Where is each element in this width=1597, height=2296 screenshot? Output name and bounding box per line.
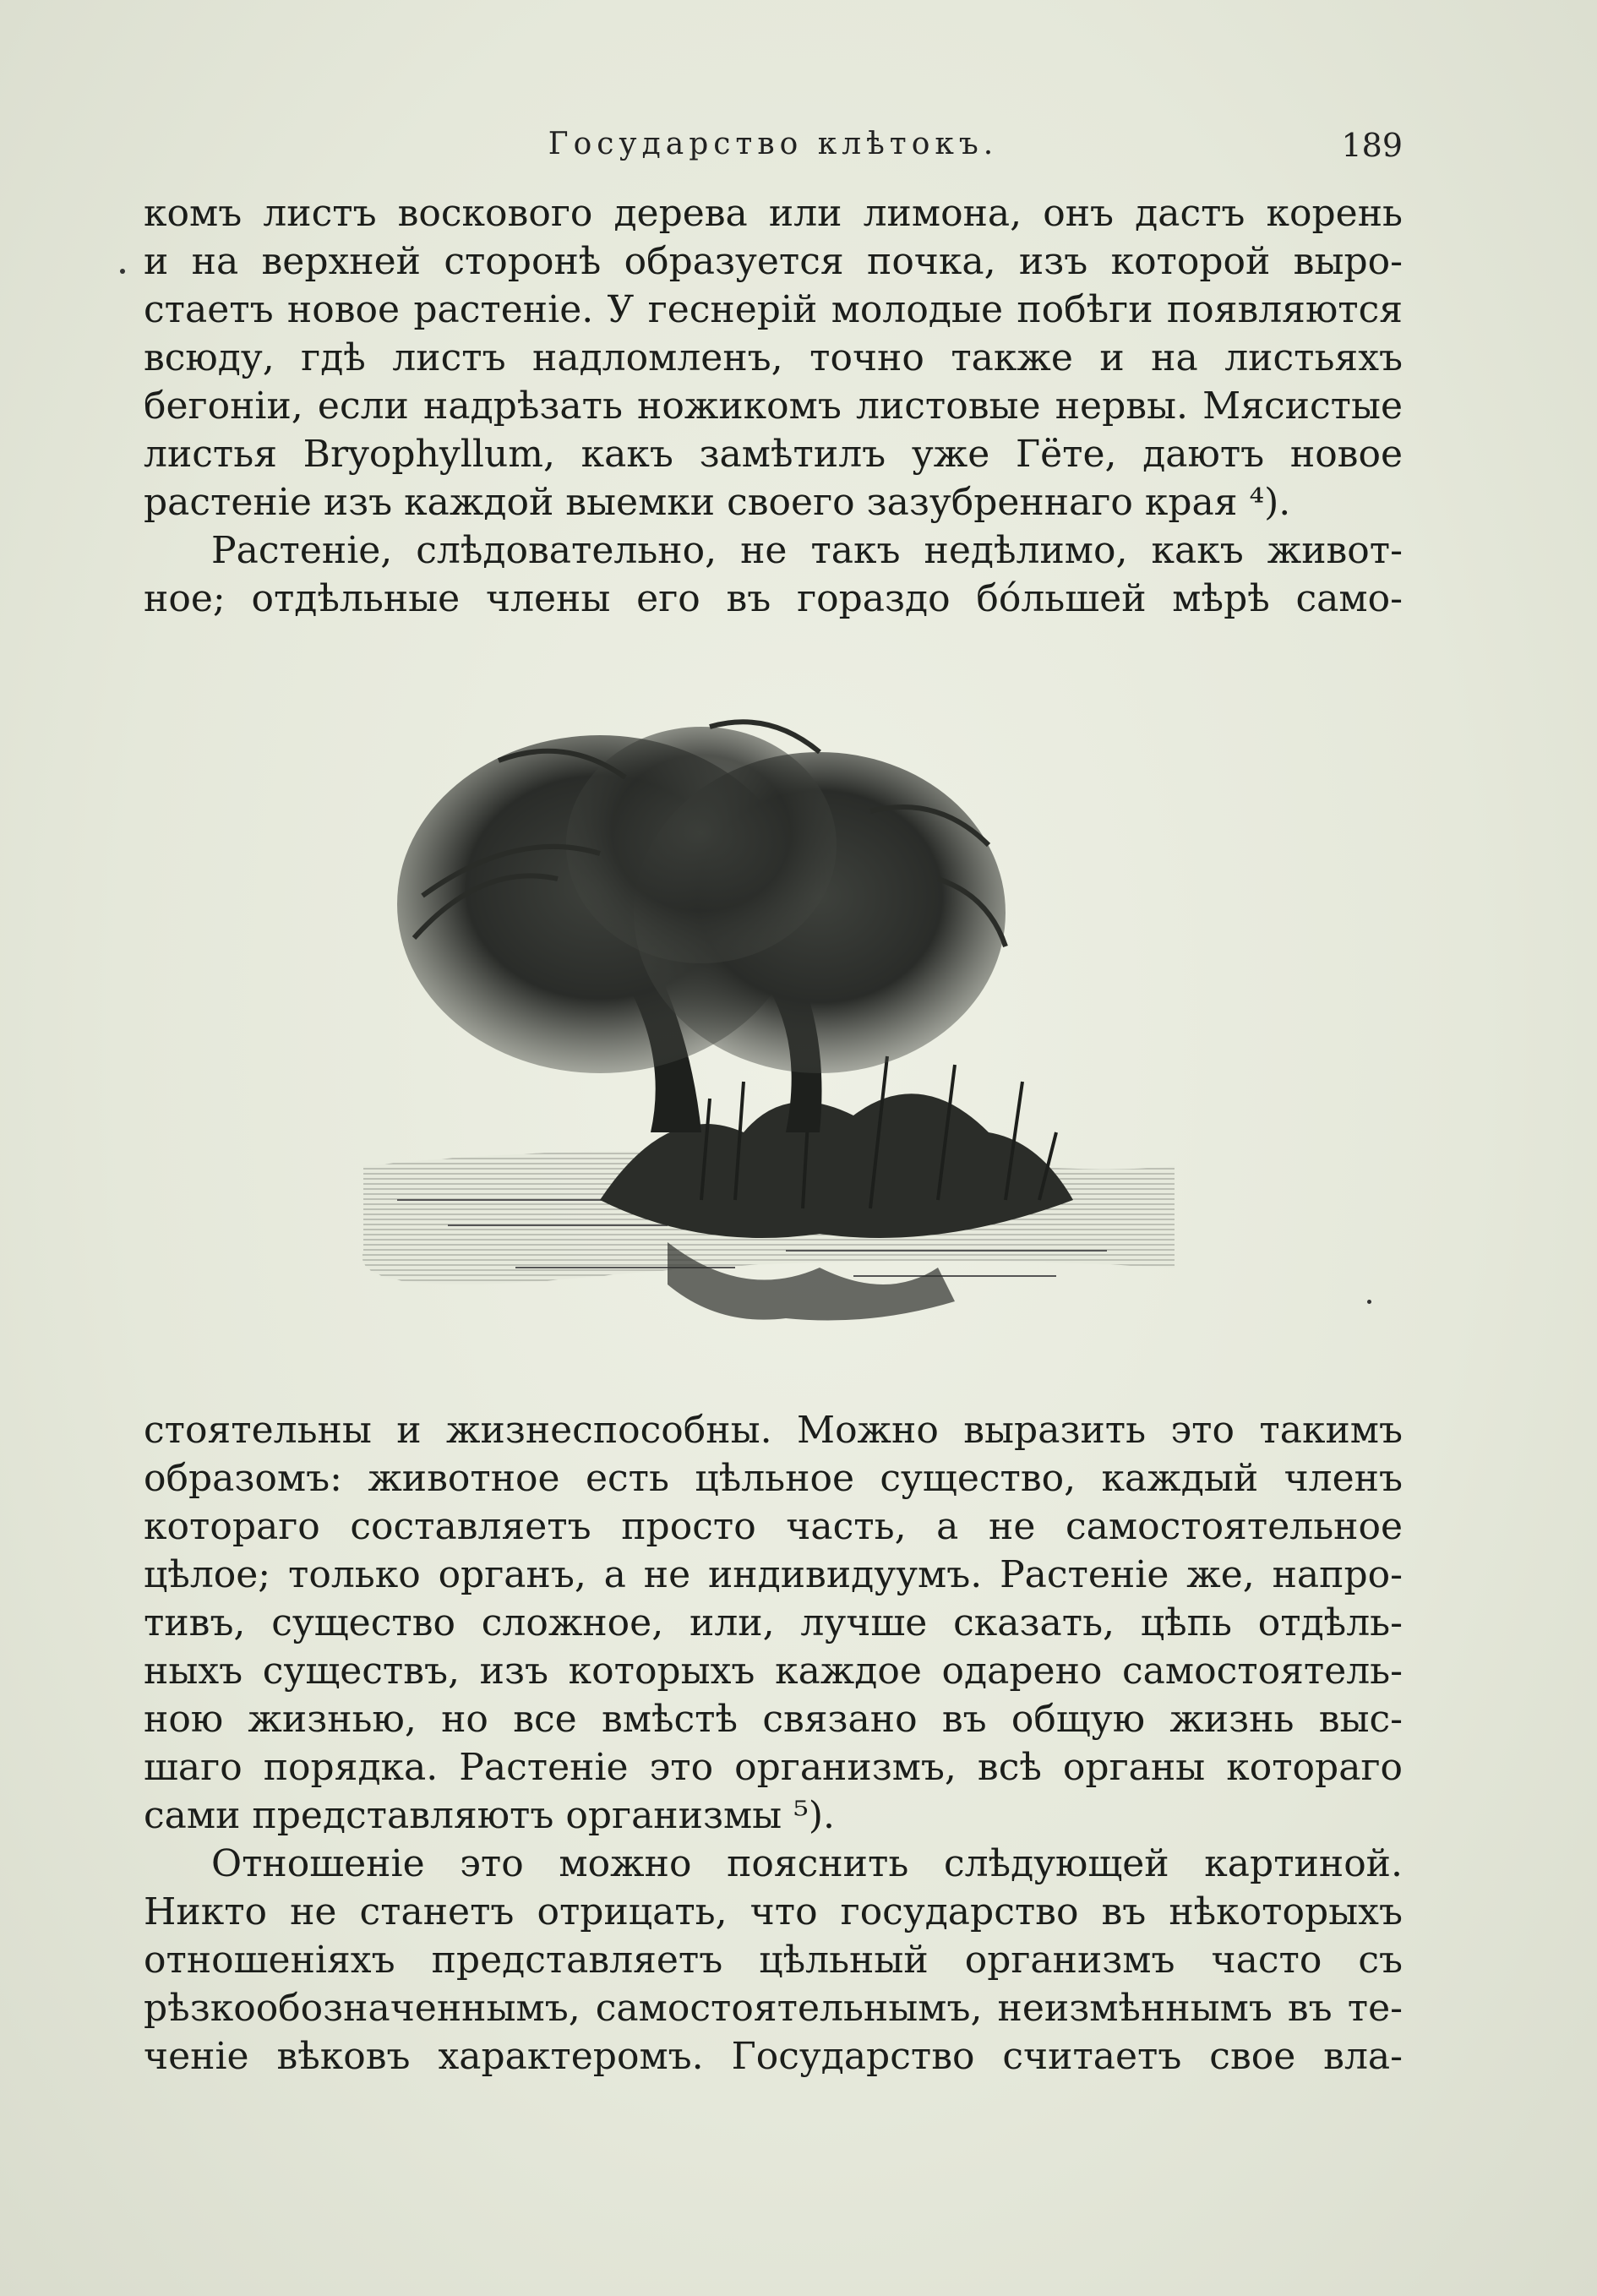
text-line: образомъ: животное есть цѣльное существо, каждый членъ bbox=[144, 1457, 1403, 1500]
text-line: бегоніи, если надрѣзать ножикомъ листовые нервы. Мясистые bbox=[144, 384, 1403, 428]
text-line: ченіе вѣковъ характеромъ. Государство считаетъ свое вла- bbox=[144, 2035, 1403, 2078]
text-line: комъ листъ воскового дерева или лимона, онъ дастъ корень bbox=[144, 192, 1403, 235]
text-line: ныхъ существъ, изъ которыхъ каждое одарено самостоятель- bbox=[144, 1650, 1403, 1693]
text-line: и на верхней сторонѣ образуется почка, изъ которой выро- bbox=[144, 240, 1403, 283]
text-line: растеніе изъ каждой выемки своего зазубреннаго края ⁴). bbox=[144, 481, 1291, 524]
willow-tree-illustration bbox=[346, 659, 1191, 1361]
text-line: Отношеніе это можно пояснить слѣдующей картиной. bbox=[211, 1842, 1403, 1885]
page-number: 189 bbox=[1341, 127, 1403, 164]
print-speck bbox=[120, 269, 125, 274]
text-line: тивъ, существо сложное, или, лучше сказать, цѣпь отдѣль- bbox=[144, 1601, 1403, 1644]
print-speck bbox=[1367, 1300, 1371, 1304]
tree-foliage bbox=[397, 722, 1006, 1073]
page-header bbox=[144, 127, 1403, 177]
text-block-bottom bbox=[144, 1406, 1403, 2081]
text-line: Никто не станетъ отрицать, что государство въ нѣкоторыхъ bbox=[144, 1890, 1403, 1933]
text-line: Растеніе, слѣдовательно, не такъ недѣлимо, какъ живот- bbox=[211, 529, 1403, 572]
text-line: рѣзкообозначеннымъ, самостоятельнымъ, неизмѣннымъ въ те- bbox=[144, 1987, 1403, 2030]
text-line: отношеніяхъ представляетъ цѣльный организмъ часто съ bbox=[144, 1939, 1403, 1982]
running-title: Государство клѣтокъ. bbox=[548, 127, 999, 161]
text-line: листья Bryophyllum, какъ замѣтилъ уже Гёте, даютъ новое bbox=[144, 433, 1403, 476]
text-line: сами представляютъ организмы ⁵). bbox=[144, 1794, 835, 1837]
text-line: всюду, гдѣ листъ надломленъ, точно также и на листьяхъ bbox=[144, 336, 1403, 379]
text-line: цѣлое; только органъ, а не индивидуумъ. Растеніе же, напро- bbox=[144, 1553, 1403, 1596]
text-block-top bbox=[144, 189, 1403, 623]
text-line: ною жизнью, но все вмѣстѣ связано въ общую жизнь выс- bbox=[144, 1698, 1403, 1741]
text-line: шаго порядка. Растеніе это организмъ, всѣ органы котораго bbox=[144, 1746, 1403, 1789]
text-line: стоятельны и жизнеспособны. Можно выразить это такимъ bbox=[144, 1409, 1403, 1452]
text-line: стаетъ новое растеніе. У геснерій молодые побѣги появляются bbox=[144, 288, 1403, 331]
text-line: ное; отдѣльные члены его въ гораздо бóльшей мѣрѣ само- bbox=[144, 577, 1403, 620]
text-line: котораго составляетъ просто часть, а не самостоятельное bbox=[144, 1505, 1403, 1548]
